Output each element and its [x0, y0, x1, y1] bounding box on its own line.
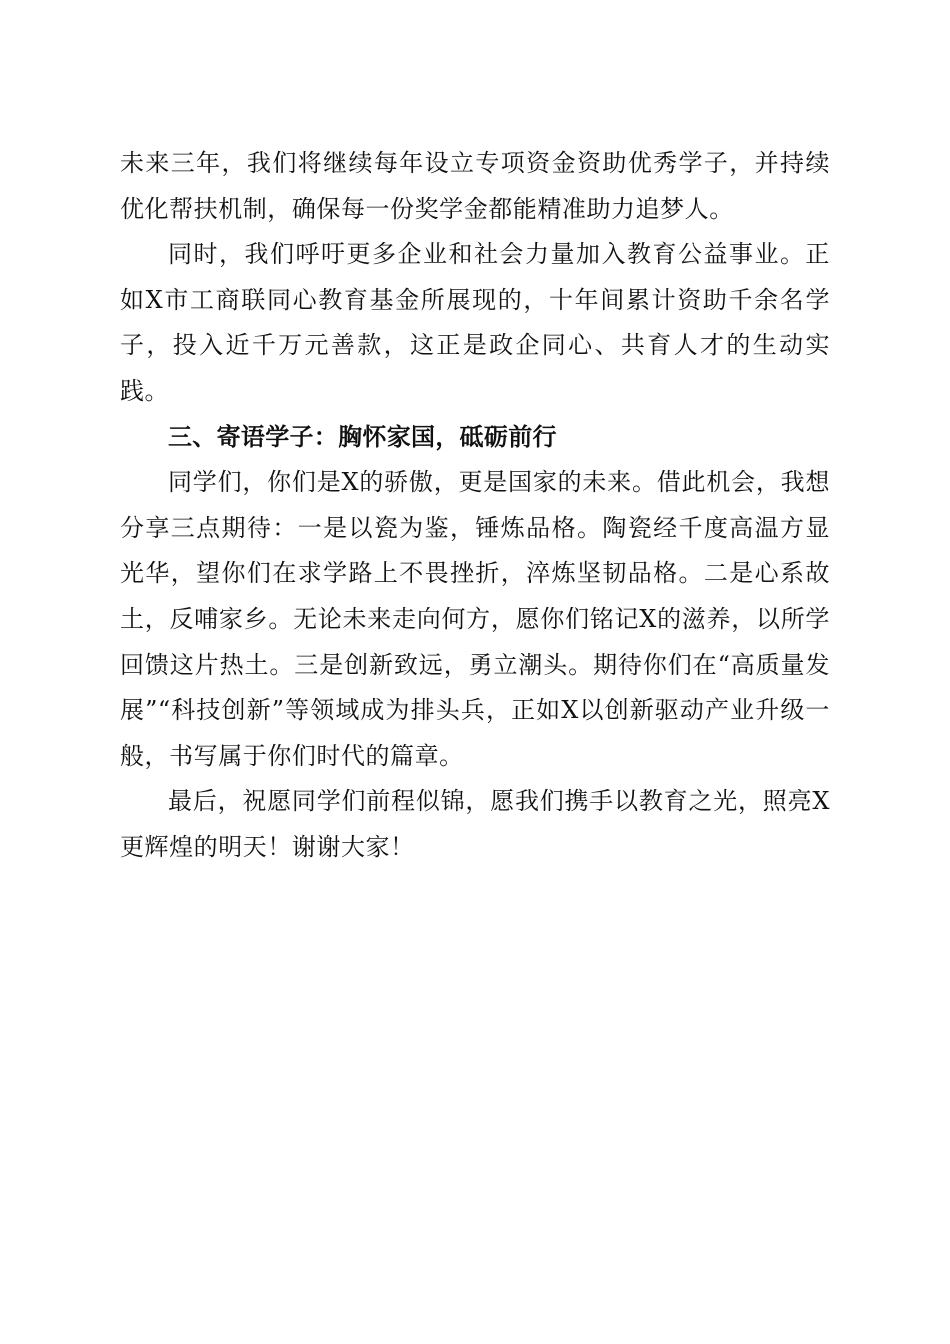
document-body [120, 141, 830, 871]
paragraph-call-to-action: 同时，我们呼吁更多企业和社会力量加入教育公益事业。正如X市工商联同心教育基金所展现的，十年间累计资助千余名学子，投入近千万元善款，这正是政企同心、共育人才的生动实践。 [120, 240, 830, 405]
section-heading: 三、寄语学子：胸怀家国，砥砺前行 [168, 422, 557, 451]
paragraph-expectations: 同学们，你们是X的骄傲，更是国家的未来。借此机会，我想分享三点期待：一是以瓷为鉴，锤炼品格。陶瓷经千度高温方显光华，望你们在求学路上不畏挫折，淬炼坚韧品格。二是心系故土，反哺家乡。无论未来走向何方，愿你们铭记X的滋养，以所学回馈这片热土。三是创新致远，勇立潮头。期待你们在“高质量发展”“科技创新”等领域成为排头兵，正如X以创新驱动产业升级一般，书写属于你们时代的篇章。 [120, 468, 830, 770]
paragraph-closing: 最后，祝愿同学们前程似锦，愿我们携手以教育之光，照亮X更辉煌的明天！谢谢大家！ [120, 787, 830, 861]
paragraph-scholarship-plan: 未来三年，我们将继续每年设立专项资金资助优秀学子，并持续优化帮扶机制，确保每一份奖学金都能精准助力追梦人。 [120, 149, 830, 223]
